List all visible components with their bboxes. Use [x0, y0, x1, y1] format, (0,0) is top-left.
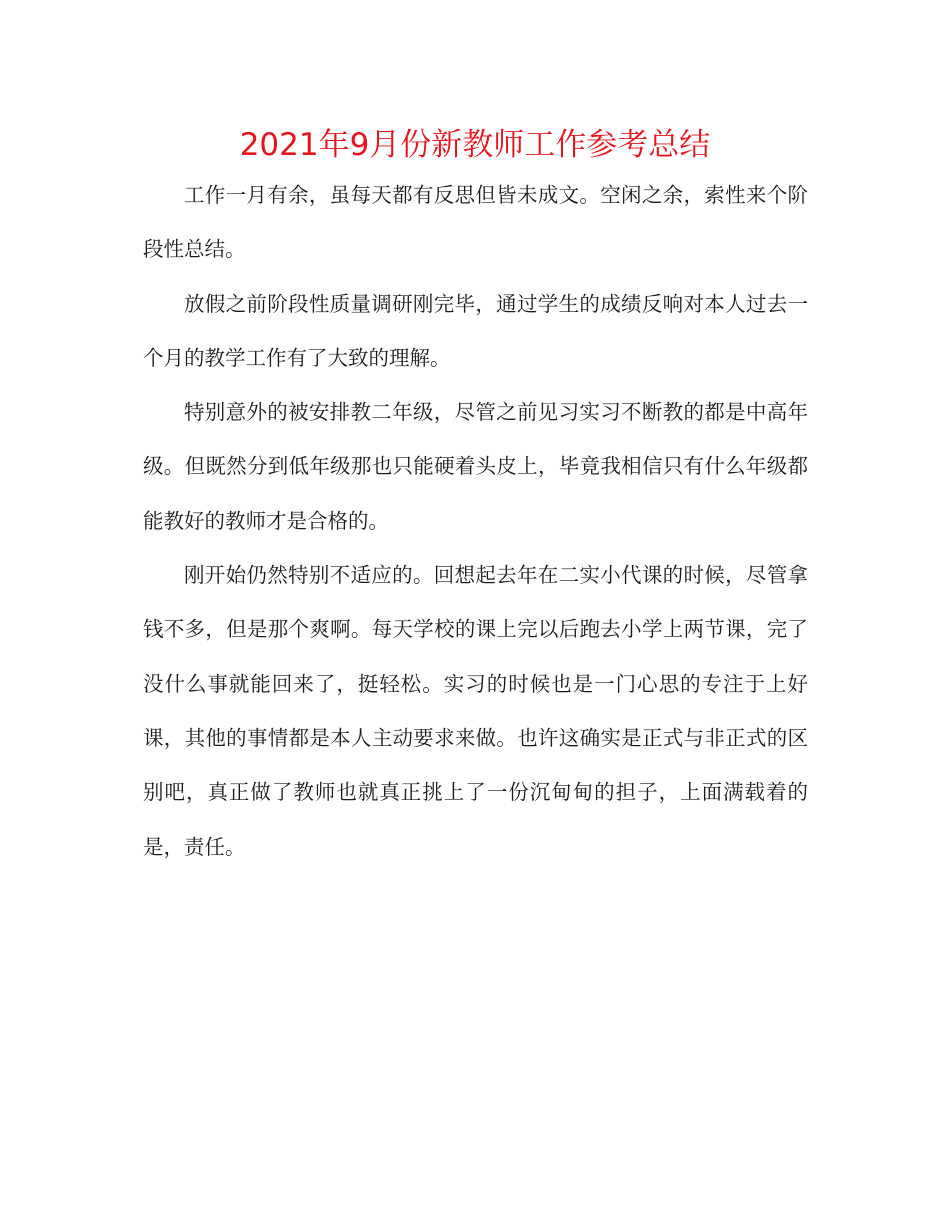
document-title: 2021年9月份新教师工作参考总结 [239, 127, 711, 163]
paragraph-1: 工作一月有余，虽每天都有反思但皆未成文。空闲之余，索性来个阶段性总结。 [143, 183, 808, 262]
paragraph-2: 放假之前阶段性质量调研刚完毕，通过学生的成绩反响对本人过去一个月的教学工作有了大致的理解。 [143, 291, 808, 370]
document-body [143, 168, 808, 874]
paragraph-4: 刚开始仍然特别不适应的。回想起去年在二实小代课的时候，尽管拿钱不多，但是那个爽啊。每天学校的课上完以后跑去小学上两节课，完了没什么事就能回来了，挺轻松。实习的时候也是一门心思的专注于上好课，其他的事情都是本人主动要求来做。也许这确实是正式与非正式的区别吧，真正做了教师也就真正挑上了一份沉甸甸的担子，上面满载着的是，责任。 [143, 563, 808, 859]
paragraph-3: 特别意外的被安排教二年级，尽管之前见习实习不断教的都是中高年级。但既然分到低年级那也只能硬着头皮上，毕竟我相信只有什么年级都能教好的教师才是合格的。 [143, 400, 808, 533]
